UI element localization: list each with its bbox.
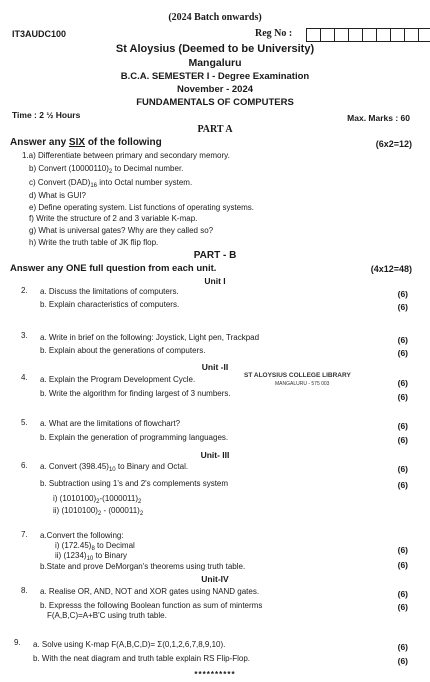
question-part-cont: F(A,B,C)=A+B'C using truth table. — [47, 611, 167, 620]
question-subpart: ii) $(1234)_{10}$ to Binary — [55, 551, 128, 562]
question-part: b. Explain the generation of programming languages. — [40, 433, 229, 442]
question-marks: (6) — [397, 392, 408, 402]
part-b-instruction: Answer any ONE full question from each unit. — [10, 263, 217, 274]
question-marks: (6) — [397, 302, 408, 312]
question-subpart: ii) $(1010100)_2 - (000011)_2$ — [53, 506, 144, 517]
question-subpart: i) $(1010100)_2-(1000011)_2$ — [53, 494, 142, 505]
library-stamp-address: MANGALURU - 575 003 — [275, 381, 330, 387]
question-part: b.State and prove DeMorgan's theorems using truth table. — [40, 562, 246, 571]
question-marks: (6) — [397, 589, 408, 599]
part-b-marks: (4x12=48) — [370, 264, 412, 274]
part-a-marks: (6x2=12) — [375, 139, 412, 149]
question-part: b. Explain about the generations of computers. — [40, 346, 206, 355]
question-number: 5. — [21, 418, 28, 427]
question-number: 9. — [14, 638, 21, 647]
batch-note: (2024 Batch onwards) — [168, 12, 262, 23]
question-part: b. Expresss the following Boolean function as sum of minterms — [40, 601, 263, 610]
question-marks: (6) — [397, 656, 408, 666]
question-marks: (6) — [397, 560, 408, 570]
part-b-title: PART - B — [193, 250, 237, 261]
part-a-item: d) What is GUI? — [29, 191, 86, 200]
question-part: b. Write the algorithm for finding largest of 3 numbers. — [40, 389, 231, 398]
question-part: a. Write in brief on the following: Joystick, Light pen, Trackpad — [40, 333, 260, 342]
question-number: 7. — [21, 530, 28, 539]
question-marks: (6) — [397, 545, 408, 555]
question-part: a. What are the limitations of flowchart? — [40, 419, 181, 428]
part-a-item: g) What is universal gates? Why are they called so? — [29, 226, 214, 235]
question-part: b. Subtraction using 1's and 2's complements system — [40, 479, 229, 488]
part-a-item: e) Define operating system. List functions of operating systems. — [29, 203, 254, 212]
question-number: 4. — [21, 373, 28, 382]
question-number: 3. — [21, 331, 28, 340]
question-marks: (6) — [397, 642, 408, 652]
question-marks: (6) — [397, 480, 408, 490]
institution-city: Mangaluru — [188, 57, 242, 69]
max-marks: Max. Marks : 60 — [347, 113, 410, 123]
question-part: a. Explain the Program Development Cycle. — [40, 375, 196, 384]
question-marks: (6) — [397, 378, 408, 388]
exam-session: November - 2024 — [176, 84, 254, 95]
question-marks: (6) — [397, 421, 408, 431]
question-part: b. Explain characteristics of computers. — [40, 300, 180, 309]
library-stamp: ST ALOYSIUS COLLEGE LIBRARY — [244, 372, 351, 379]
question-subpart: i) $(172.45)_8$ to Decimal — [55, 541, 135, 552]
question-part: a.Convert the following: — [40, 531, 124, 540]
unit-heading: Unit-IV — [201, 574, 229, 584]
end-marker: ********** — [194, 670, 236, 679]
institution-name: St Aloysius (Deemed to be University) — [115, 43, 315, 55]
question-number: 6. — [21, 461, 28, 470]
question-number: 8. — [21, 586, 28, 595]
part-a-item: b) Convert $(10000110)_2$ to Decimal number. — [29, 164, 184, 175]
part-a-item: h) Write the truth table of JK flip flop. — [29, 238, 159, 247]
reg-no-label: Reg No : — [255, 28, 293, 39]
question-marks: (6) — [397, 464, 408, 474]
part-a-item: f) Write the structure of 2 and 3 variable K-map. — [29, 214, 198, 223]
question-part: a. Discuss the limitations of computers. — [40, 287, 179, 296]
unit-heading: Unit- III — [200, 450, 230, 460]
question-marks: (6) — [397, 289, 408, 299]
question-number: 2. — [21, 286, 28, 295]
question-part: b. With the neat diagram and truth table explain RS Flip-Flop. — [33, 654, 250, 663]
unit-heading: Unit I — [204, 276, 226, 286]
question-marks: (6) — [397, 435, 408, 445]
part-a-title: PART A — [197, 124, 233, 135]
reg-no-boxes — [307, 28, 430, 42]
exam-title: B.C.A. SEMESTER I - Degree Examination — [120, 71, 310, 82]
part-a-item: 1.a) Differentiate between primary and secondary memory. — [22, 151, 230, 160]
paper-code: IT3AUDC100 — [12, 29, 67, 39]
subject-title: FUNDAMENTALS OF COMPUTERS — [136, 97, 294, 108]
unit-heading: Unit -II — [201, 362, 229, 372]
question-marks: (6) — [397, 335, 408, 345]
question-marks: (6) — [397, 602, 408, 612]
time-allowed: Time : 2 ½ Hours — [12, 110, 81, 120]
part-a-item: c) Convert $(DAD)_{16}$ into Octal number system. — [29, 178, 193, 189]
part-a-instruction: Answer any SIX of the following — [10, 137, 162, 148]
question-part: a. Convert $(398.45)_{10}$ to Binary and Octal. — [40, 462, 189, 473]
question-part: a. Solve using K-map F(A,B,C,D)= Σ(0,1,2,6,7,8,9,10). — [33, 640, 226, 649]
question-marks: (6) — [397, 348, 408, 358]
question-part: a. Realise OR, AND, NOT and XOR gates using NAND gates. — [40, 587, 260, 596]
